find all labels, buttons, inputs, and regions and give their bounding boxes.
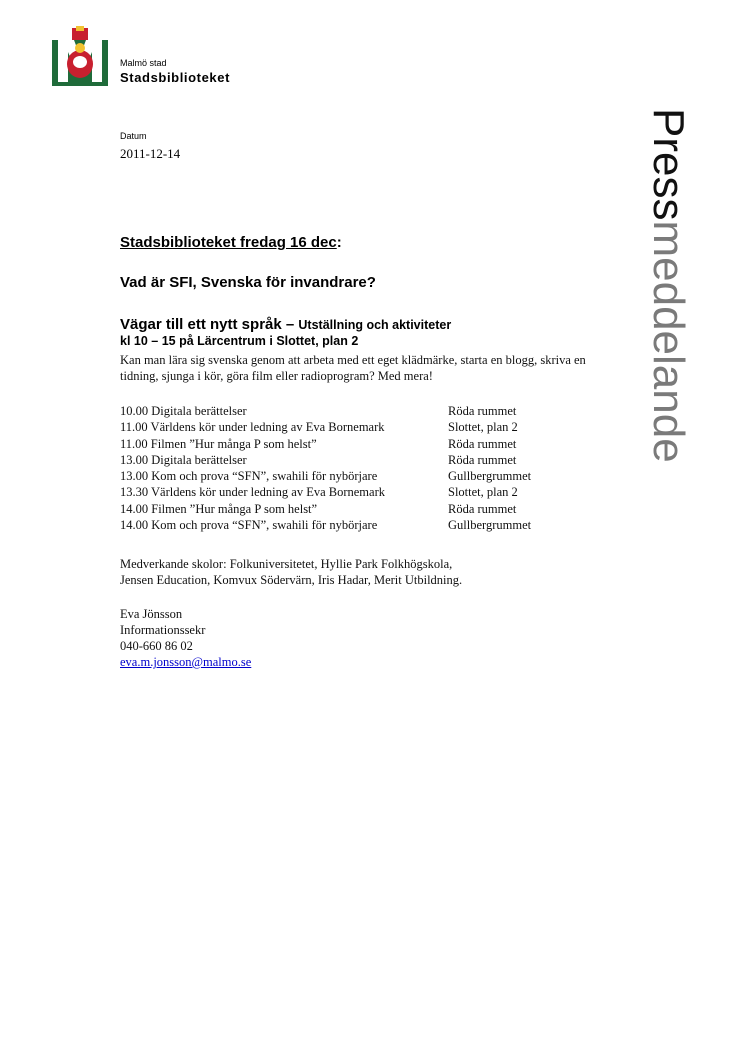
side-title-light: meddelande bbox=[644, 220, 693, 463]
subheadline: Vad är SFI, Svenska för invandrare? bbox=[120, 274, 376, 291]
headline-main: Stadsbiblioteket fredag 16 dec bbox=[120, 234, 337, 251]
schedule-event: 13.00 Digitala berättelser bbox=[120, 452, 247, 467]
date-label: Datum bbox=[120, 131, 147, 141]
schedule-row bbox=[120, 403, 600, 419]
schedule-event: 11.00 Världens kör under ledning av Eva Bornemark bbox=[120, 420, 385, 435]
malmo-coat-of-arms-icon bbox=[52, 26, 108, 86]
schools-line: Medverkande skolor: Folkuniversitetet, Hyllie Park Folkhögskola, bbox=[120, 557, 453, 571]
schedule-room: Röda rummet bbox=[448, 436, 517, 451]
schedule-room: Slottet, plan 2 bbox=[448, 485, 518, 500]
schools-line: Jensen Education, Komvux Södervärn, Iris Hadar, Merit Utbildning. bbox=[120, 573, 463, 587]
contact-email-link[interactable]: eva.m.jonsson@malmo.se bbox=[120, 655, 252, 669]
schedule-room: Röda rummet bbox=[448, 452, 517, 467]
schedule-room: Röda rummet bbox=[448, 404, 517, 418]
side-title-dark: Press bbox=[644, 108, 693, 221]
schedule-event: 14.00 Filmen ”Hur många P som helst” bbox=[120, 501, 318, 516]
schedule-event: 13.00 Kom och prova “SFN”, swahili för nybörjare bbox=[120, 469, 378, 484]
event-time-place: kl 10 – 15 på Lärcentrum i Slottet, plan 2 bbox=[120, 334, 359, 348]
schools-paragraph bbox=[120, 556, 600, 588]
schedule-row bbox=[120, 419, 600, 435]
headline-colon: : bbox=[336, 234, 342, 251]
org-name: Stadsbiblioteket bbox=[120, 70, 231, 85]
schedule-row bbox=[120, 517, 600, 533]
schedule-room: Gullbergrummet bbox=[448, 469, 532, 484]
schedule-room: Röda rummet bbox=[448, 501, 517, 516]
schedule-event: 14.00 Kom och prova “SFN”, swahili för nybörjare bbox=[120, 518, 378, 533]
schedule-row bbox=[120, 452, 600, 468]
schedule-event: 11.00 Filmen ”Hur många P som helst” bbox=[120, 436, 317, 451]
event-title bbox=[120, 316, 451, 334]
contact-name: Eva Jönsson bbox=[120, 607, 183, 621]
schedule-event: 13.30 Världens kör under ledning av Eva Bornemark bbox=[120, 485, 385, 500]
schedule bbox=[120, 403, 600, 533]
schedule-row bbox=[120, 436, 600, 452]
schedule-row bbox=[120, 484, 600, 500]
event-title-main: Vägar till ett nytt språk – bbox=[120, 316, 299, 333]
contact-phone: 040-660 86 02 bbox=[120, 639, 193, 653]
schedule-room: Slottet, plan 2 bbox=[448, 420, 518, 435]
schedule-row bbox=[120, 468, 600, 484]
contact-block bbox=[120, 606, 600, 670]
headline bbox=[120, 234, 342, 251]
schedule-row bbox=[120, 501, 600, 517]
date-value: 2011-12-14 bbox=[120, 146, 181, 161]
org-name-small: Malmö stad bbox=[120, 58, 167, 68]
schedule-room: Gullbergrummet bbox=[448, 518, 532, 533]
contact-title: Informationssekr bbox=[120, 623, 206, 637]
event-title-sub: Utställning och aktiviteter bbox=[298, 318, 452, 332]
intro-paragraph: Kan man lära sig svenska genom att arbeta med ett eget klädmärke, starta en blogg, skriva en tidning, sjunga i kör, göra film eller radioprogram? Med mera! bbox=[120, 353, 586, 383]
schedule-event: 10.00 Digitala berättelser bbox=[120, 404, 247, 418]
side-title bbox=[638, 108, 698, 548]
